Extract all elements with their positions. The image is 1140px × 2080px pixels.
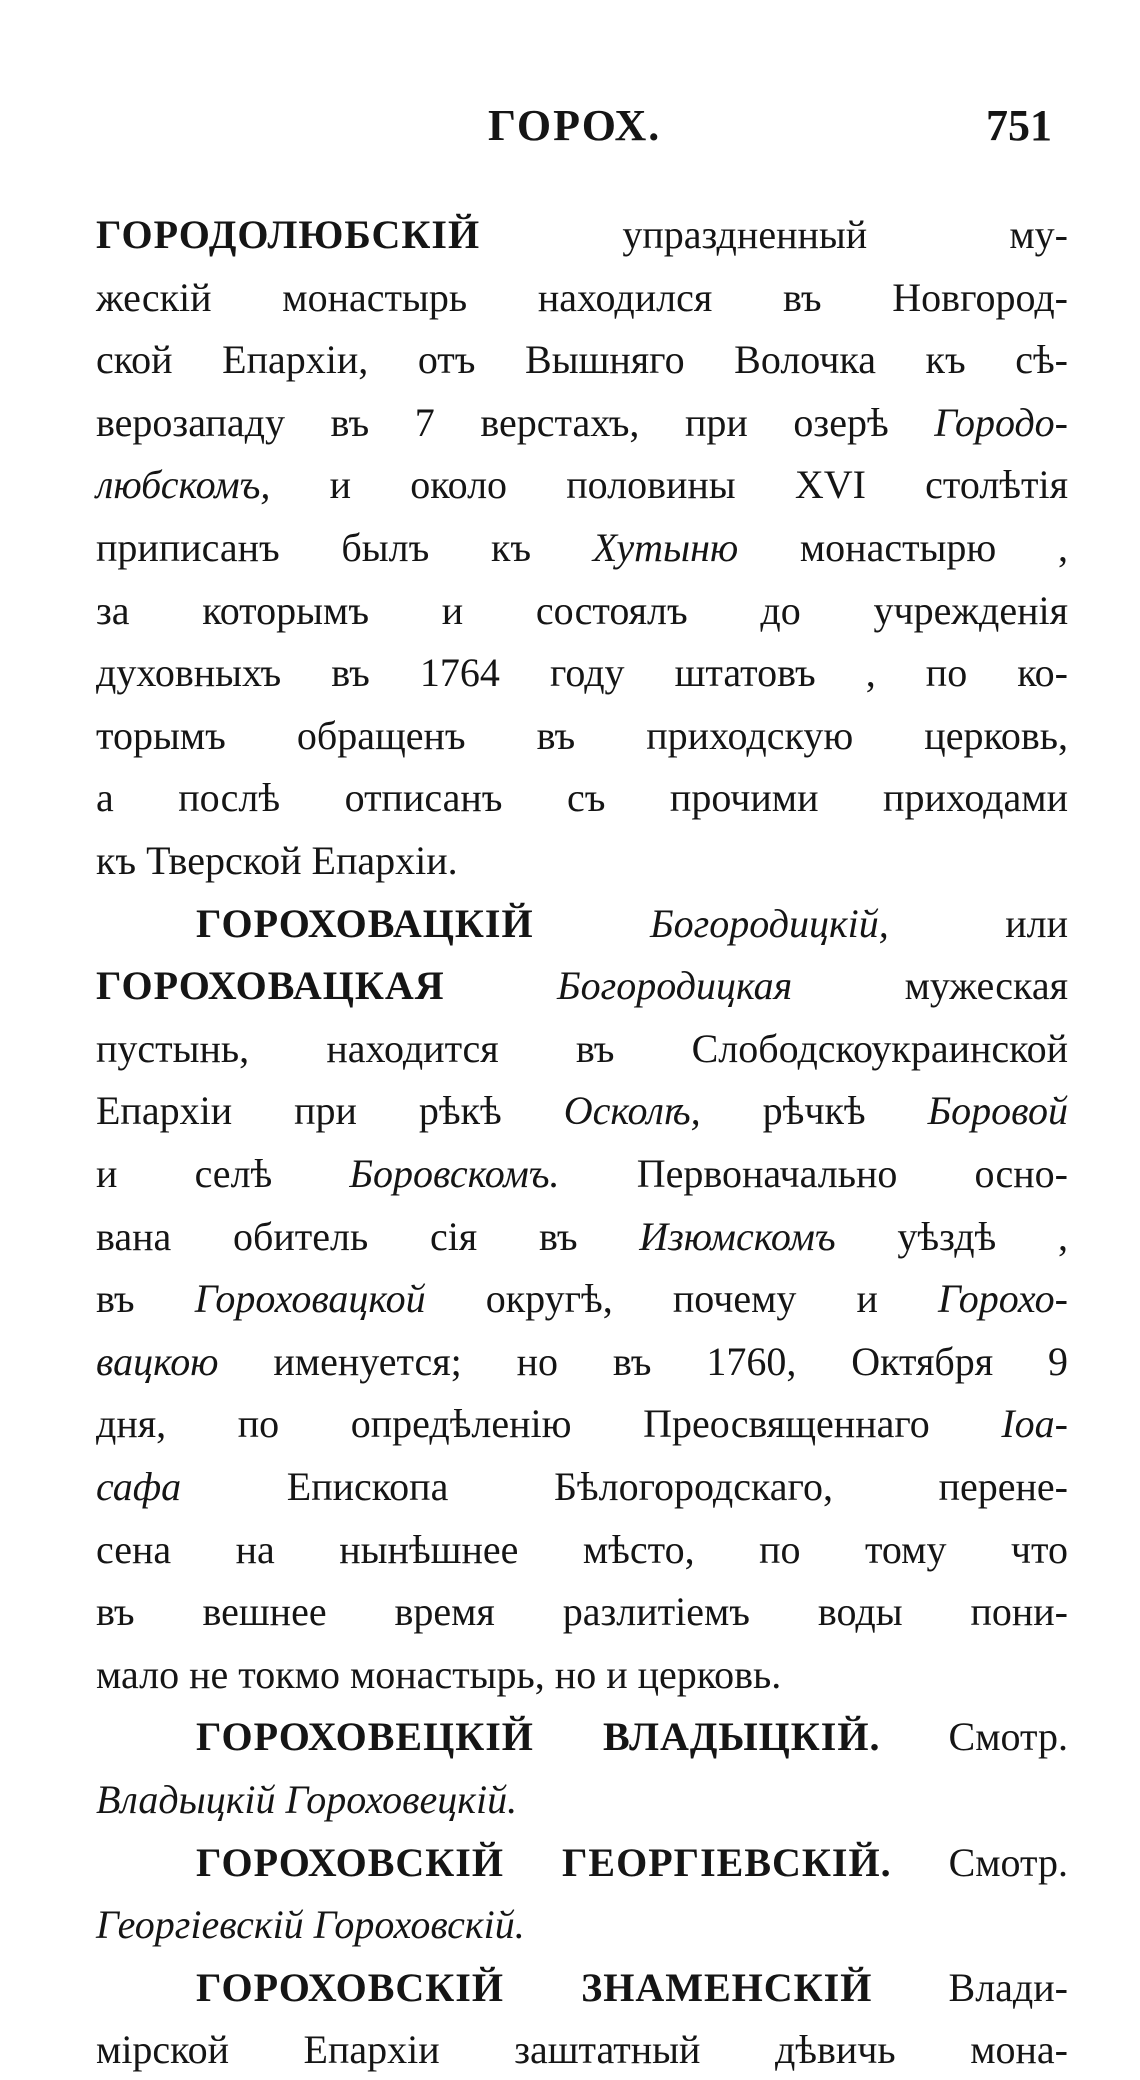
italic-text: Горохо- — [938, 1276, 1068, 1321]
text-line — [96, 2020, 1068, 2080]
text-segment: уѣздѣ , — [835, 1214, 1068, 1259]
italic-text: любскомъ, — [96, 462, 271, 507]
text-line — [96, 1269, 1068, 1329]
text-line — [96, 1770, 1068, 1830]
text-line — [96, 1582, 1068, 1642]
text-line — [96, 330, 1068, 390]
text-line — [96, 956, 1068, 1016]
text-line — [96, 1144, 1068, 1204]
italic-text: Осколѣ, — [563, 1088, 701, 1133]
text-line — [196, 1707, 1068, 1767]
text-line — [96, 268, 1068, 328]
text-segment: рѣчкѣ — [700, 1088, 928, 1133]
italic-text: Боровскомъ. — [349, 1151, 560, 1196]
text-segment: мало не токмо монастырь, но и церковь. — [96, 1652, 782, 1697]
running-title: ГОРОХ. — [488, 101, 662, 150]
text-line — [96, 1457, 1068, 1517]
italic-text: Владыцкій Гороховецкій. — [96, 1777, 518, 1822]
text-line — [96, 1019, 1068, 1079]
text-line — [96, 1332, 1068, 1392]
text-line — [96, 1207, 1068, 1267]
italic-text: вацкою — [96, 1339, 219, 1384]
text-segment: за которымъ и состоялъ до учрежденія — [96, 588, 1068, 633]
text-segment: верозападу въ 7 верстахъ, при озерѣ — [96, 400, 935, 445]
text-line — [196, 1833, 1068, 1893]
text-segment: мірской Епархіи заштатный дѣвичь мона- — [96, 2027, 1068, 2072]
text-segment: Епархіи при рѣкѣ — [96, 1088, 564, 1133]
text-segment: округѣ, почему и — [425, 1276, 939, 1321]
text-segment: пустынь, находится въ Слободскоукраинской — [96, 1026, 1068, 1071]
italic-text: Богородицкій, — [533, 901, 889, 946]
text-line — [96, 205, 1068, 265]
text-line — [96, 643, 1068, 703]
text-segment: а послѣ отписанъ съ прочими приходами — [96, 775, 1068, 820]
entry-heading: ГОРОХОВЕЦКІЙ ВЛАДЫЦКІЙ. — [196, 1714, 881, 1759]
italic-text: Георгіевскій Гороховскій. — [96, 1902, 525, 1947]
text-segment: ской Епархіи, отъ Вышняго Волочка къ сѣ- — [96, 337, 1068, 382]
text-line — [96, 1645, 1068, 1705]
text-segment: сена на нынѣшнее мѣсто, по тому что — [96, 1527, 1068, 1572]
text-line — [96, 1081, 1068, 1141]
text-segment: монастырю , — [738, 525, 1068, 570]
text-segment: Первоначально осно- — [559, 1151, 1068, 1196]
text-segment: Смотр. — [880, 1714, 1068, 1759]
text-segment: и около половины XVI столѣтія — [270, 462, 1068, 507]
text-line — [96, 1520, 1068, 1580]
italic-text: Іоа- — [1001, 1401, 1068, 1446]
text-segment: къ Тверской Епархіи. — [96, 838, 458, 883]
text-line — [96, 1895, 1068, 1955]
entry-heading: ГОРОХОВАЦКІЙ — [196, 901, 534, 946]
italic-text: сафа — [96, 1464, 182, 1509]
text-line — [96, 706, 1068, 766]
text-line — [96, 768, 1068, 828]
entry-heading: ГОРОДОЛЮБСКІЙ — [96, 212, 481, 257]
text-segment: дня, по опредѣленію Преосвященнаго — [96, 1401, 1002, 1446]
text-segment: духовныхъ въ 1764 году штатовъ , по ко- — [96, 650, 1068, 695]
text-segment: и селѣ — [96, 1151, 350, 1196]
text-segment: или — [888, 901, 1068, 946]
text-segment: жескій монастырь находился въ Новгород- — [96, 275, 1068, 320]
text-line — [96, 831, 1068, 891]
italic-text: Хутыню — [592, 525, 739, 570]
text-segment: именуется; но въ 1760, Октября 9 — [218, 1339, 1068, 1384]
text-line — [196, 1958, 1068, 2018]
text-line — [96, 581, 1068, 641]
page-number: 751 — [986, 101, 1052, 150]
text-segment: торымъ обращенъ въ приходскую церковь, — [96, 713, 1068, 758]
text-segment: Епископа Бѣлогородскаго, перене- — [181, 1464, 1068, 1509]
italic-text: Боровой — [927, 1088, 1068, 1133]
text-segment: вана обитель сія въ — [96, 1214, 640, 1259]
italic-text: Гороховацкой — [194, 1276, 426, 1321]
text-segment: приписанъ былъ къ — [96, 525, 593, 570]
text-line — [96, 518, 1068, 578]
running-head — [0, 100, 1140, 160]
italic-text: Изюмскомъ — [639, 1214, 836, 1259]
text-segment: упраздненный му- — [480, 212, 1068, 257]
text-segment: въ вешнее время разлитіемъ воды пони- — [96, 1589, 1068, 1634]
text-segment: мужеская — [792, 963, 1068, 1008]
text-line — [196, 894, 1068, 954]
italic-text: Городо- — [934, 400, 1068, 445]
italic-text: Богородицкая — [444, 963, 793, 1008]
entry-heading: ГОРОХОВСКІЙ ЗНАМЕНСКІЙ — [196, 1965, 873, 2010]
text-segment: въ — [96, 1276, 195, 1321]
text-line — [96, 455, 1068, 515]
entry-heading: ГОРОХОВАЦКАЯ — [96, 963, 445, 1008]
text-line — [96, 393, 1068, 453]
entry-heading: ГОРОХОВСКІЙ ГЕОРГІЕВСКІЙ. — [196, 1840, 892, 1885]
text-line — [96, 1394, 1068, 1454]
text-segment: Влади- — [872, 1965, 1068, 2010]
text-segment: Смотр. — [891, 1840, 1068, 1885]
